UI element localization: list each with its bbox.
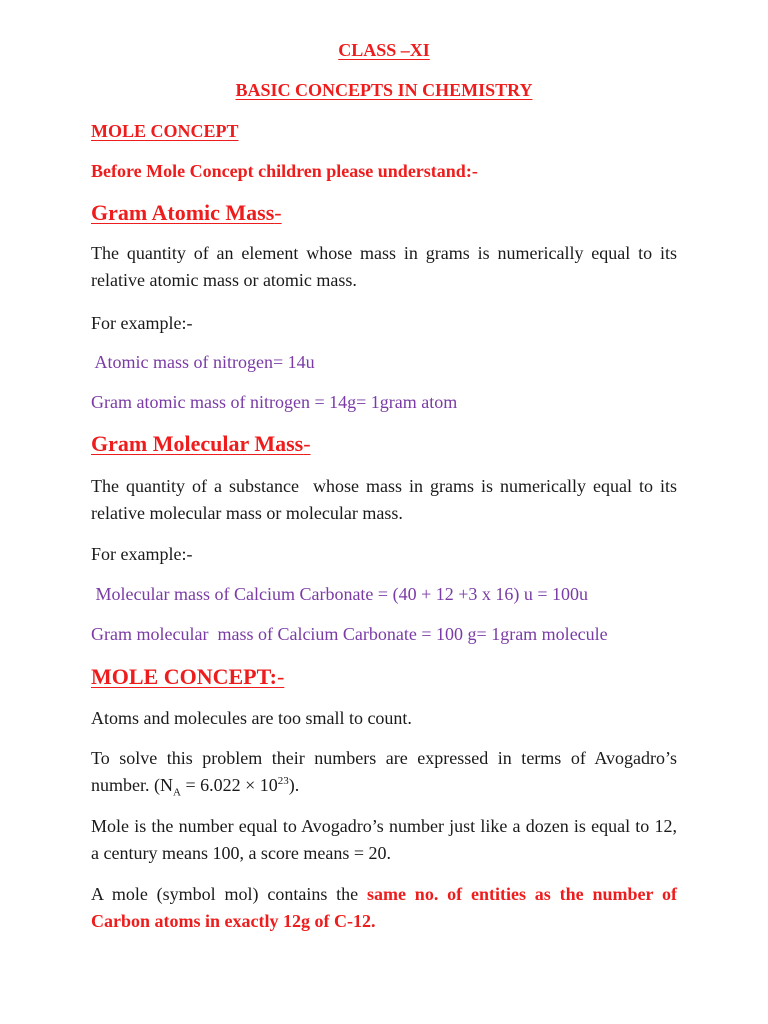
class-title-text: CLASS –XI: [338, 40, 430, 60]
chapter-title: [0, 79, 768, 101]
mole-concept-p2-prefix: To solve this problem their numbers are expressed in terms of Avogadro’s number. (N: [91, 748, 677, 795]
mole-concept-p2-suffix: ).: [288, 775, 300, 795]
mole-concept-p1: Atoms and molecules are too small to count.: [91, 708, 412, 728]
mole-concept-p2-sup: 23: [277, 775, 289, 787]
gram-molecular-definition: The quantity of a substance whose mass in grams is numerically equal to its relative molecular mass or molecular mass.: [91, 476, 682, 523]
gram-atomic-for-example: For example:-: [91, 313, 193, 333]
mole-concept-heading: [91, 664, 284, 690]
chapter-title-text: BASIC CONCEPTS IN CHEMISTRY: [235, 80, 533, 100]
gram-atomic-example-1: Atomic mass of nitrogen= 14u: [91, 352, 315, 372]
gram-molecular-example-1: Molecular mass of Calcium Carbonate = (40 + 12 +3 x 16) u = 100u: [91, 584, 589, 604]
mole-concept-p4: [91, 881, 677, 935]
gram-atomic-example-2: Gram atomic mass of nitrogen = 14g= 1gram atom: [91, 392, 458, 412]
mole-concept-p2-sub: A: [172, 786, 181, 799]
gram-atomic-heading-text: Gram Atomic Mass: [91, 200, 275, 225]
gram-molecular-heading-text: Gram Molecular Mass: [91, 431, 304, 456]
mole-concept-p4-prefix: A mole (symbol mol) contains the: [91, 884, 367, 904]
topic-heading-text: MOLE CONCEPT: [91, 121, 239, 141]
topic-heading: [91, 120, 239, 142]
gram-atomic-heading-suffix: -: [274, 200, 282, 225]
gram-atomic-heading: [91, 200, 282, 226]
class-title: [0, 39, 768, 61]
gram-molecular-heading: [91, 431, 311, 457]
gram-atomic-definition: The quantity of an element whose mass in grams is numerically equal to its relative atomic mass or atomic mass.: [91, 243, 677, 290]
gram-molecular-for-example: For example:-: [91, 544, 193, 564]
mole-concept-p2-mid: = 6.022 × 10: [180, 775, 278, 795]
gram-molecular-heading-suffix: -: [303, 431, 311, 456]
mole-concept-heading-text: MOLE CONCEPT:: [91, 664, 277, 689]
mole-concept-p3: Mole is the number equal to Avogadro’s number just like a dozen is equal to 12, a century means 100, a score means = 20.: [91, 816, 677, 863]
intro-line: Before Mole Concept children please understand:-: [91, 161, 478, 181]
mole-concept-p2: [91, 745, 677, 799]
mole-concept-p4-highlight: same no. of entities as the number of Carbon atoms in exactly 12g of C-12.: [91, 884, 677, 931]
mole-concept-heading-suffix: -: [276, 664, 285, 689]
gram-molecular-example-2: Gram molecular mass of Calcium Carbonate = 100 g= 1gram molecule: [91, 624, 608, 644]
